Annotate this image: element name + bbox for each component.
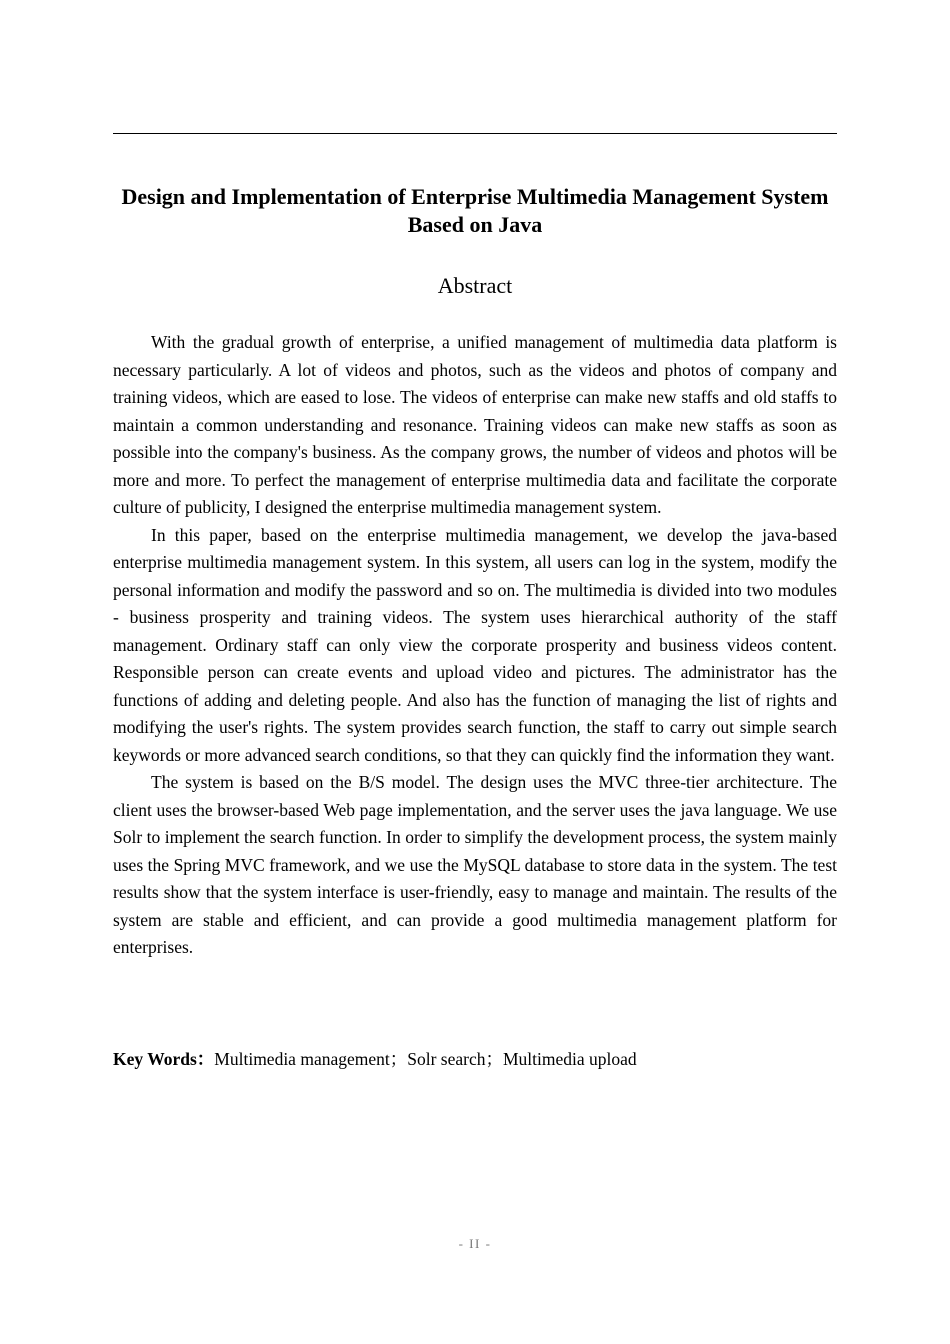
- keywords-line: [113, 1046, 837, 1074]
- keywords-list: Multimedia management；Solr search；Multimedia upload: [214, 1049, 637, 1069]
- paper-title: Design and Implementation of Enterprise Multimedia Management System Based on Java: [121, 184, 829, 237]
- abstract-paragraph-1: With the gradual growth of enterprise, a unified management of multimedia data platform is necessary particularly. A lot of videos and photos, such as the videos and photos of company and training videos, which are eased to lose. The videos of enterprise can make new staffs and old staffs to maintain a common understanding and resonance. Training videos can make new staffs as soon as possible into the company's business. As the company grows, the number of videos and photos will be more and more. To perfect the management of enterprise multimedia data and facilitate the corporate culture of publicity, I designed the enterprise multimedia management system.: [113, 332, 837, 517]
- abstract-body: [113, 329, 837, 962]
- page-number: - II -: [458, 1236, 492, 1251]
- abstract-paragraph-3: The system is based on the B/S model. The design uses the MVC three-tier architecture. The client uses the browser-based Web page implementation, and the server uses the java language. We use Solr to implement the search function. In order to simplify the development process, the system mainly uses the Spring MVC framework, and we use the MySQL database to store data in the system. The test results show that the system interface is user-friendly, easy to manage and maintain. The results of the system are stable and efficient, and can provide a good multimedia management platform for enterprises.: [113, 772, 837, 957]
- header-rule: [113, 133, 837, 134]
- keywords-label: Key Words：: [113, 1049, 215, 1069]
- abstract-paragraph-2: In this paper, based on the enterprise multimedia management, we develop the java-based enterprise multimedia management system. In this system, all users can log in the system, modify the personal information and modify the password and so on. The multimedia is divided into two modules - business prosperity and training videos. The system uses hierarchical authority of the staff management. Ordinary staff can only view the corporate prosperity and business videos content. Responsible person can create events and upload video and pictures. The administrator has the functions of adding and deleting people. And also has the function of managing the list of rights and modifying the user's rights. The system provides search function, the staff to carry out simple search keywords or more advanced search conditions, so that they can quickly find the information they want.: [113, 524, 837, 765]
- abstract-heading: Abstract: [437, 273, 513, 298]
